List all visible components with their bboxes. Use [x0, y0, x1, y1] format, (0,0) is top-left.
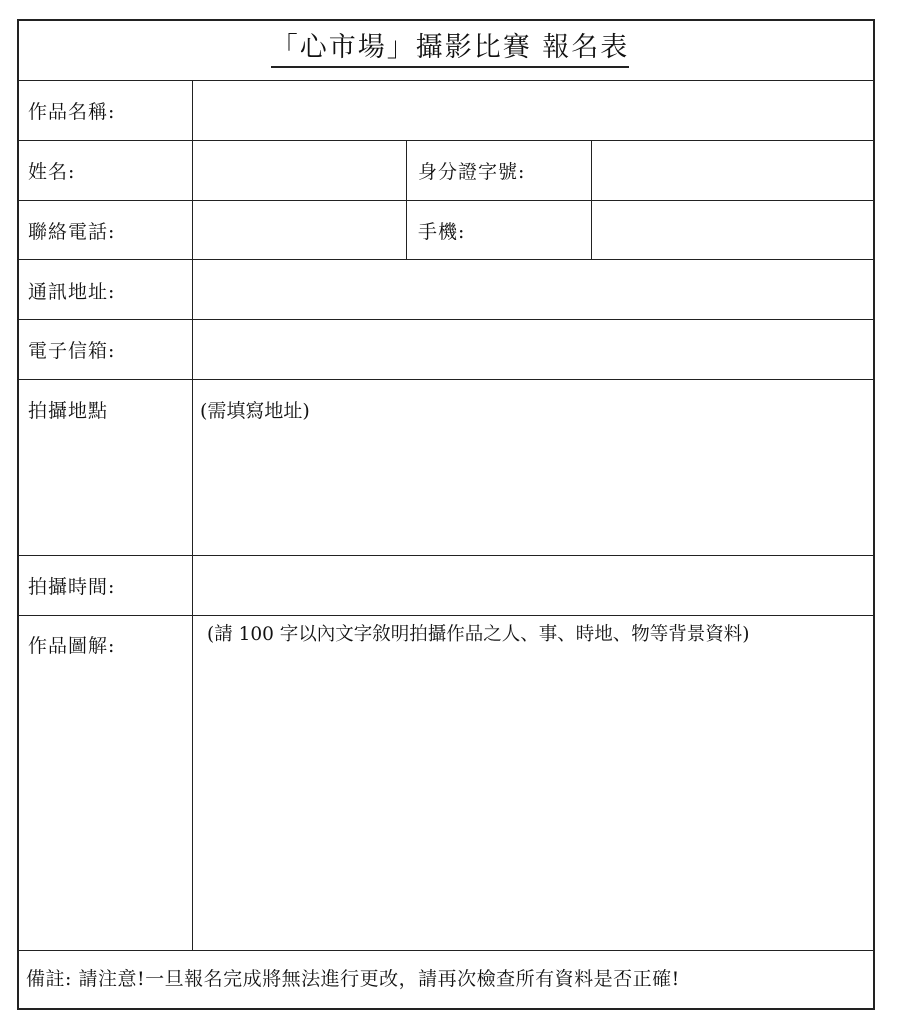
form-title: [0, 34, 900, 61]
work-name-field[interactable]: [194, 82, 873, 139]
row-divider: [17, 615, 875, 616]
work-name-label: 作品名稱:: [28, 101, 116, 123]
description-hint: (請 100 字以內文字敘明拍攝作品之人、事、時地、物等背景資料): [207, 624, 750, 645]
description-field[interactable]: [194, 655, 873, 949]
location-label: 拍攝地點: [28, 400, 109, 422]
row-divider: [17, 259, 875, 260]
email-label: 電子信箱:: [28, 340, 116, 362]
column-divider: [406, 140, 407, 259]
location-hint: (需填寫地址): [200, 400, 310, 422]
mobile-field[interactable]: [593, 202, 873, 258]
form-title-text: 「心市場」攝影比賽 報名表: [271, 32, 630, 68]
column-divider: [192, 80, 193, 950]
mobile-label: 手機:: [418, 221, 466, 243]
row-divider: [17, 140, 875, 141]
row-divider: [17, 200, 875, 201]
location-field[interactable]: [194, 430, 873, 554]
row-divider: [17, 950, 875, 951]
id-number-label: 身分證字號:: [418, 161, 526, 183]
time-field[interactable]: [194, 557, 873, 614]
time-label: 拍攝時間:: [28, 576, 116, 598]
name-label: 姓名:: [28, 161, 76, 183]
phone-field[interactable]: [194, 202, 405, 258]
description-label: 作品圖解:: [28, 635, 116, 657]
row-divider: [17, 80, 875, 81]
row-divider: [17, 555, 875, 556]
email-field[interactable]: [194, 321, 873, 378]
row-divider: [17, 319, 875, 320]
name-field[interactable]: [194, 142, 405, 199]
column-divider: [591, 140, 592, 259]
address-label: 通訊地址:: [28, 281, 116, 303]
row-divider: [17, 379, 875, 380]
phone-label: 聯絡電話:: [28, 221, 116, 243]
note-text: 備註: 請注意!一旦報名完成將無法進行更改，請再次檢查所有資料是否正確!: [26, 968, 680, 990]
id-number-field[interactable]: [593, 142, 873, 199]
address-field[interactable]: [194, 261, 873, 318]
